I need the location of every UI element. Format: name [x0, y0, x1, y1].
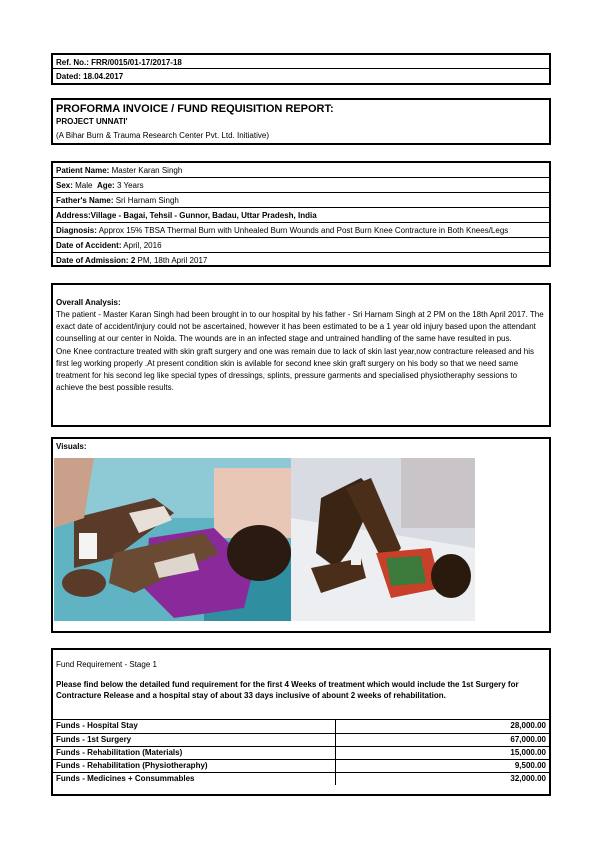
father-name-row — [53, 193, 549, 208]
fund-amount: 32,000.00 — [510, 774, 546, 783]
patient-photo-2-graphic — [291, 458, 475, 621]
patient-photo-1-graphic — [54, 458, 291, 621]
fund-row — [53, 746, 549, 759]
title-box — [51, 98, 551, 145]
sex-label: Sex: — [56, 181, 73, 190]
fund-row — [53, 720, 549, 733]
father-name-value: Sri Harnam Singh — [115, 196, 179, 205]
patient-photo-1 — [54, 458, 291, 621]
fund-amount: 67,000.00 — [510, 735, 546, 744]
admission-date-row — [53, 253, 549, 268]
fund-requirement-box — [51, 648, 551, 796]
diagnosis-value: Approx 15% TBSA Thermal Burn with Unhealed Burn Wounds and Post Burn Knee Contracture in Both Knees/Legs — [98, 226, 509, 235]
visuals-box — [51, 437, 551, 633]
patient-photo-2 — [291, 458, 475, 621]
analysis-heading: Overall Analysis: — [56, 298, 121, 307]
admission-hour: 2 — [130, 256, 136, 265]
admission-date-value: PM, 18th April 2017 — [137, 256, 208, 265]
fund-row — [53, 772, 549, 785]
patient-name-label: Patient Name: — [56, 166, 110, 175]
fund-description: Please find below the detailed fund requirement for the first 4 Weeks of treatment which would include the 1st Surgery for Contracture Release and a hospital stay of about 33 days inclusive of abount 2 weeks of rehabilitation. — [56, 680, 519, 700]
age-label: Age: — [96, 181, 115, 190]
address-row — [53, 208, 549, 223]
fund-amount: 28,000.00 — [510, 721, 546, 730]
patient-name-value: Master Karan Singh — [111, 166, 183, 175]
admission-date-label: Date of Admission: — [56, 256, 129, 265]
fund-requirement-header — [53, 650, 549, 720]
project-name: PROJECT UNNATI' — [56, 117, 128, 126]
accident-date-label: Date of Accident: — [56, 241, 122, 250]
father-name-label: Father's Name: — [56, 196, 114, 205]
sex-value: Male — [75, 181, 93, 190]
fund-label: Funds - Medicines + Consummables — [53, 773, 336, 785]
fund-row — [53, 733, 549, 746]
fund-row — [53, 759, 549, 772]
report-title: PROFORMA INVOICE / FUND REQUISITION REPORT: — [56, 103, 334, 115]
reference-number: Ref. No.: FRR/0015/01-17/2017-18 — [53, 55, 549, 69]
sex-age-row — [53, 178, 549, 193]
diagnosis-label: Diagnosis: — [56, 226, 97, 235]
fund-table — [53, 720, 549, 785]
accident-date-value: April, 2016 — [123, 241, 162, 250]
fund-amount: 15,000.00 — [510, 748, 546, 757]
fund-label: Funds - 1st Surgery — [53, 734, 336, 746]
accident-date-row — [53, 238, 549, 253]
report-date: Dated: 18.04.2017 — [56, 72, 124, 81]
reference-box — [51, 53, 551, 85]
address-text: Address:Village - Bagai, Tehsil - Gunnor, Badau, Uttar Pradesh, India — [56, 211, 317, 220]
age-value: 3 Years — [116, 181, 144, 190]
analysis-box — [51, 283, 551, 427]
fund-amount: 9,500.00 — [514, 761, 546, 770]
patient-name-row — [53, 163, 549, 178]
fund-label: Funds - Rehabilitation (Materials) — [53, 747, 336, 759]
patient-info-box — [51, 161, 551, 267]
visuals-heading: Visuals: — [56, 442, 87, 451]
initiative-line: (A Bihar Burn & Trauma Research Center Pvt. Ltd. Initiative) — [56, 131, 269, 140]
analysis-paragraph-2: One Knee contracture treated with skin graft surgery and one was remain due to lack of skin last year,now contracture released and his first leg working properly .At present condition skin is avilable for second knee skin graft surgery on his body so that we need same treatment for his second leg like special types of dressings, splints, pressure garments and specialised physiotheraphy sessions to achieve the best possible results. — [56, 346, 535, 393]
analysis-paragraph-1: The patient - Master Karan Singh had been brought in to our hospital by his father - Sri Harnam Singh at 2 PM on the 18th April 2017. The exact date of accident/injury could not be ascertained, however it has been estimated to be a 1 year old injury based upon the attendant counselling at our center in Noida. The wounds are in an infected stage and untrained handling of the same have resulted in pus. — [56, 310, 544, 344]
fund-label: Funds - Rehabilitation (Physiotheraphy) — [53, 760, 336, 772]
fund-stage-title: Fund Requirement - Stage 1 — [56, 660, 157, 669]
diagnosis-row — [53, 223, 549, 238]
fund-label: Funds - Hospital Stay — [53, 720, 336, 733]
